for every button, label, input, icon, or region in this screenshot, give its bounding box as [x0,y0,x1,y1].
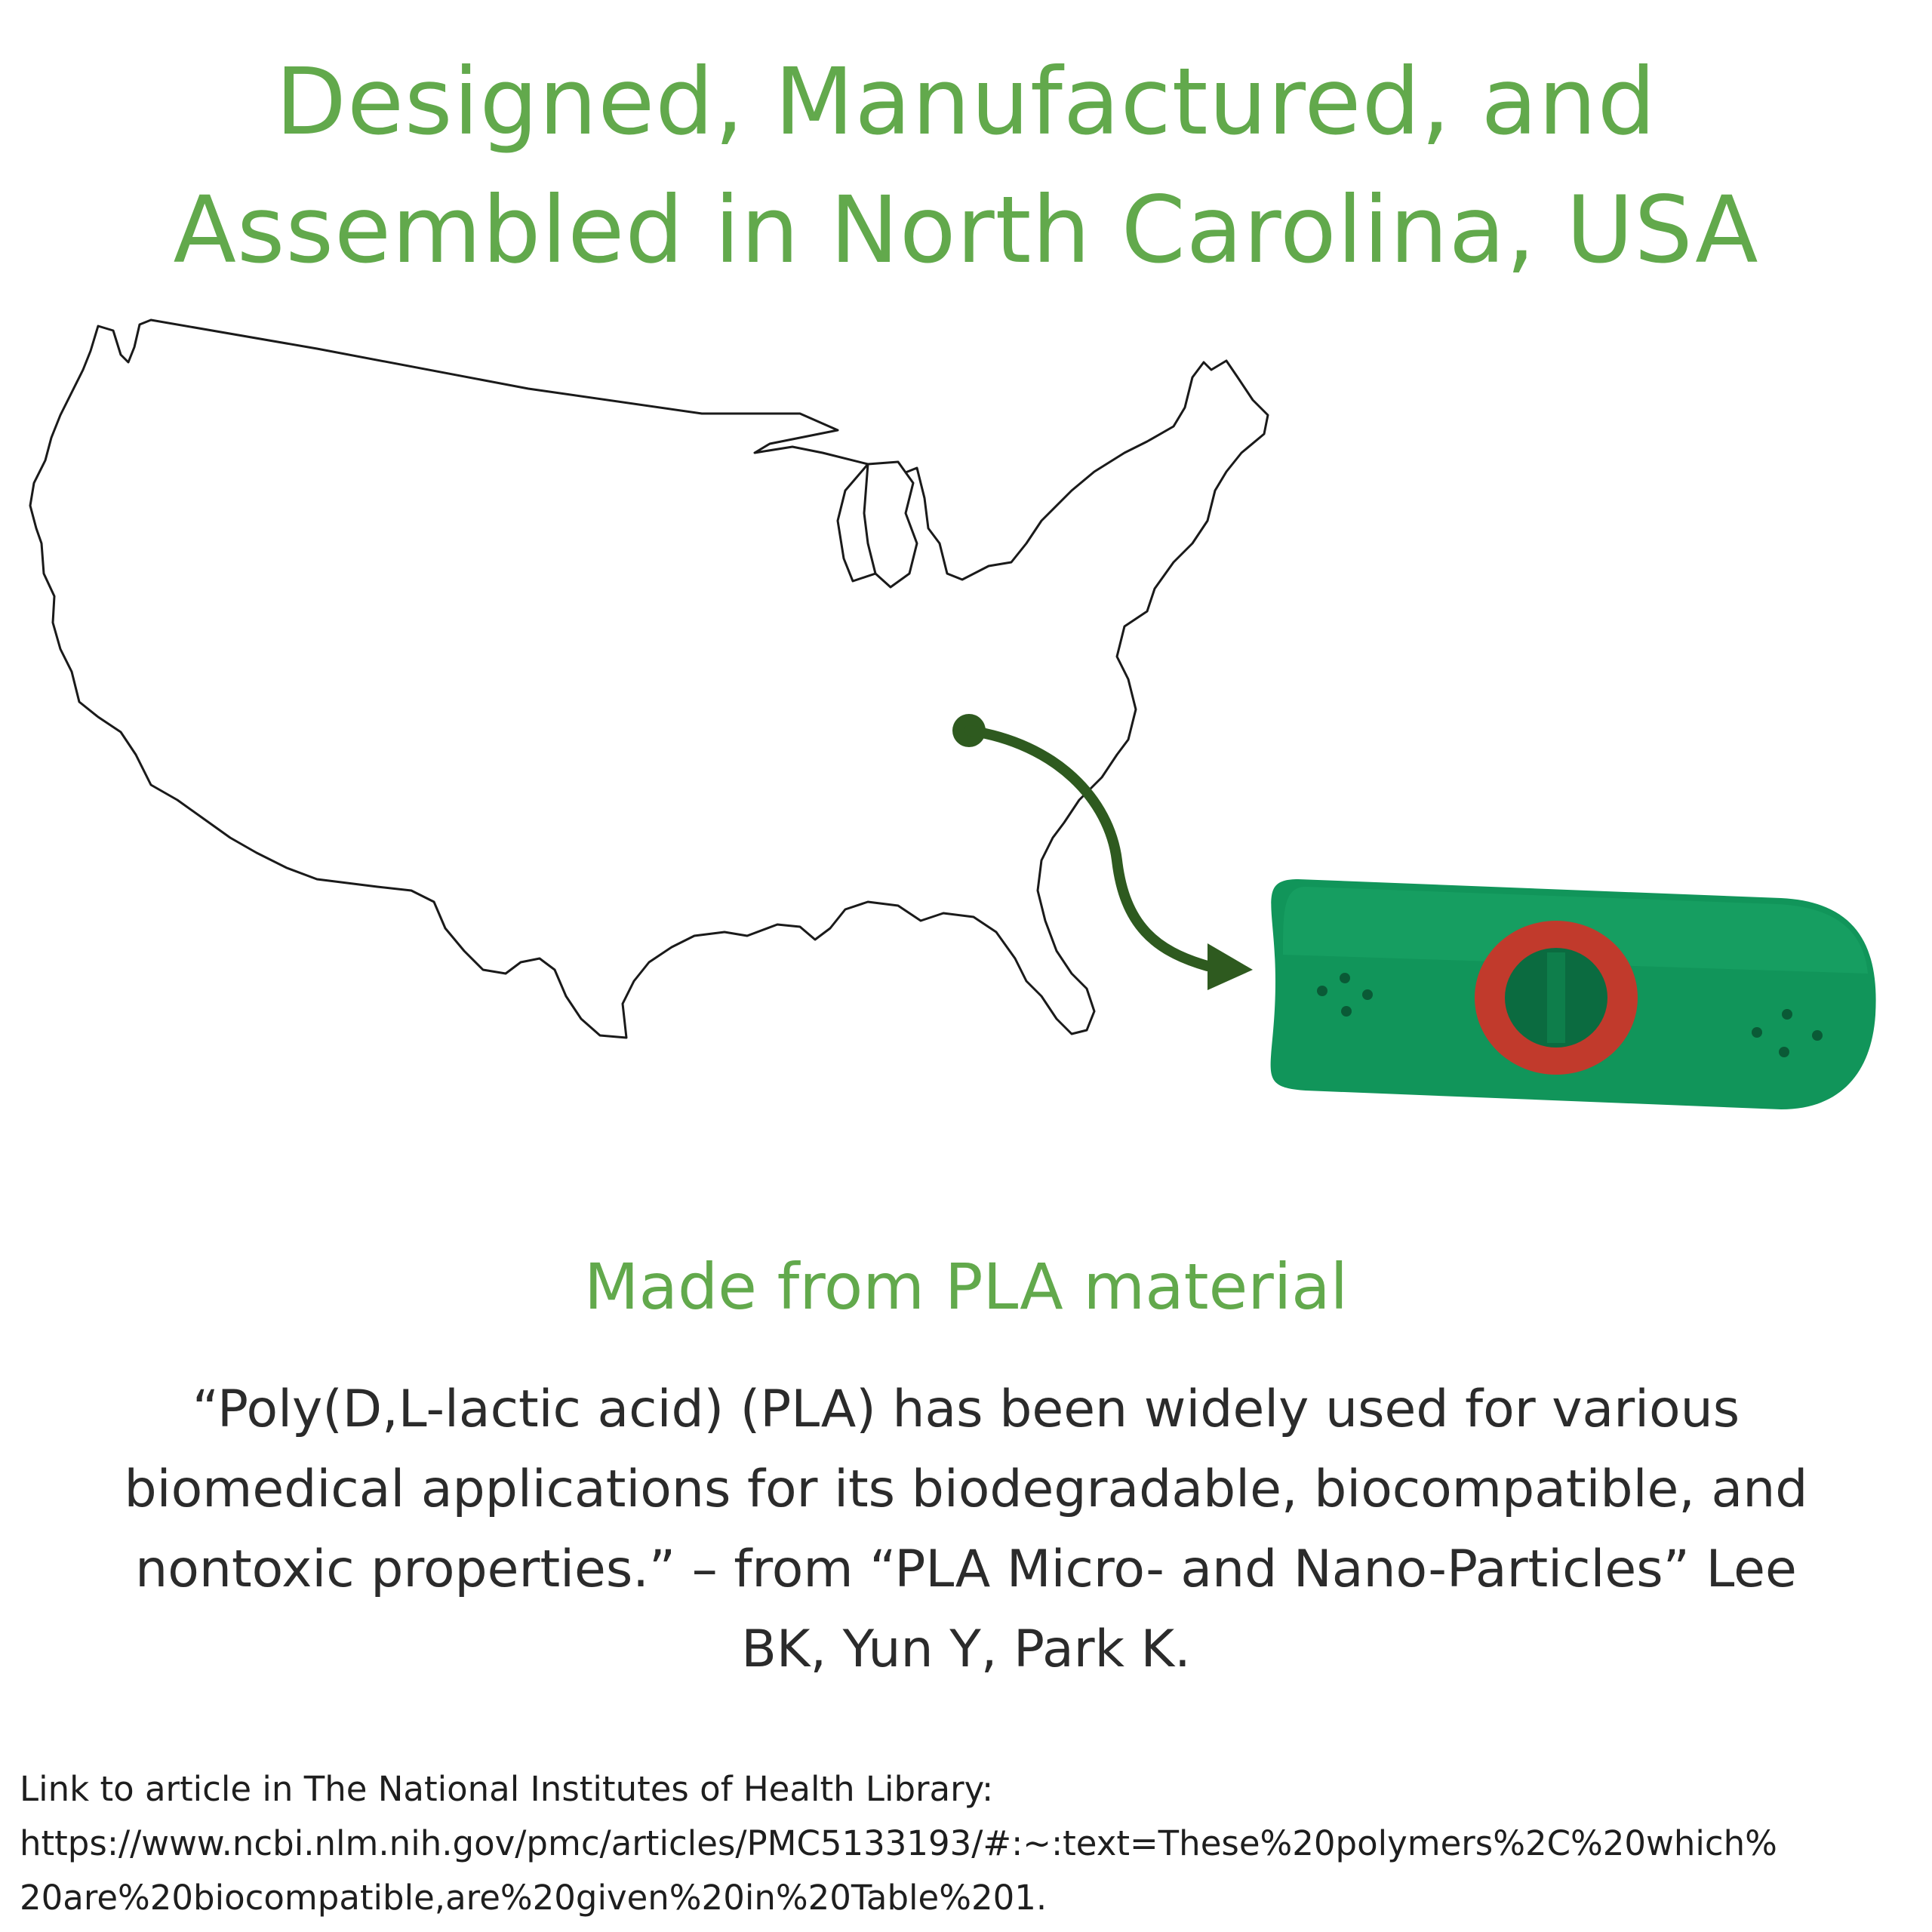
article-link-line-1[interactable]: https://www.ncbi.nlm.nih.gov/pmc/articles/PMC5133193/#:~:text=These%20polymers%2C%20which% [20,1823,1777,1863]
link-label: Link to article in The National Institutes of Health Library: [20,1769,994,1809]
quote-line-1: “Poly(D,L-lactic acid) (PLA) has been widely used for various [192,1380,1740,1439]
headline [0,38,1932,294]
link-block [20,1762,1914,1925]
article-link[interactable] [20,1817,1914,1925]
usa-map-icon [30,320,1268,1038]
quote-line-3: nontoxic properties.” – from “PLA Micro- and Nano-Particles” Lee [135,1540,1797,1599]
article-link-line-2[interactable]: 20are%20biocompatible,are%20given%20in%20Table%201. [20,1878,1048,1918]
quote-line-4: BK, Yun Y, Park K. [741,1620,1191,1679]
subtitle: Made from PLA material [584,1250,1348,1324]
illustration [0,302,1932,1147]
headline-line-1: Designed, Manufactured, and [275,48,1657,155]
pla-part-image [1271,879,1876,1109]
quote-text [15,1370,1917,1690]
headline-line-2: Assembled in North Carolina, USA [173,177,1759,284]
quote-line-2: biomedical applications for its biodegradable, biocompatible, and [124,1460,1808,1519]
